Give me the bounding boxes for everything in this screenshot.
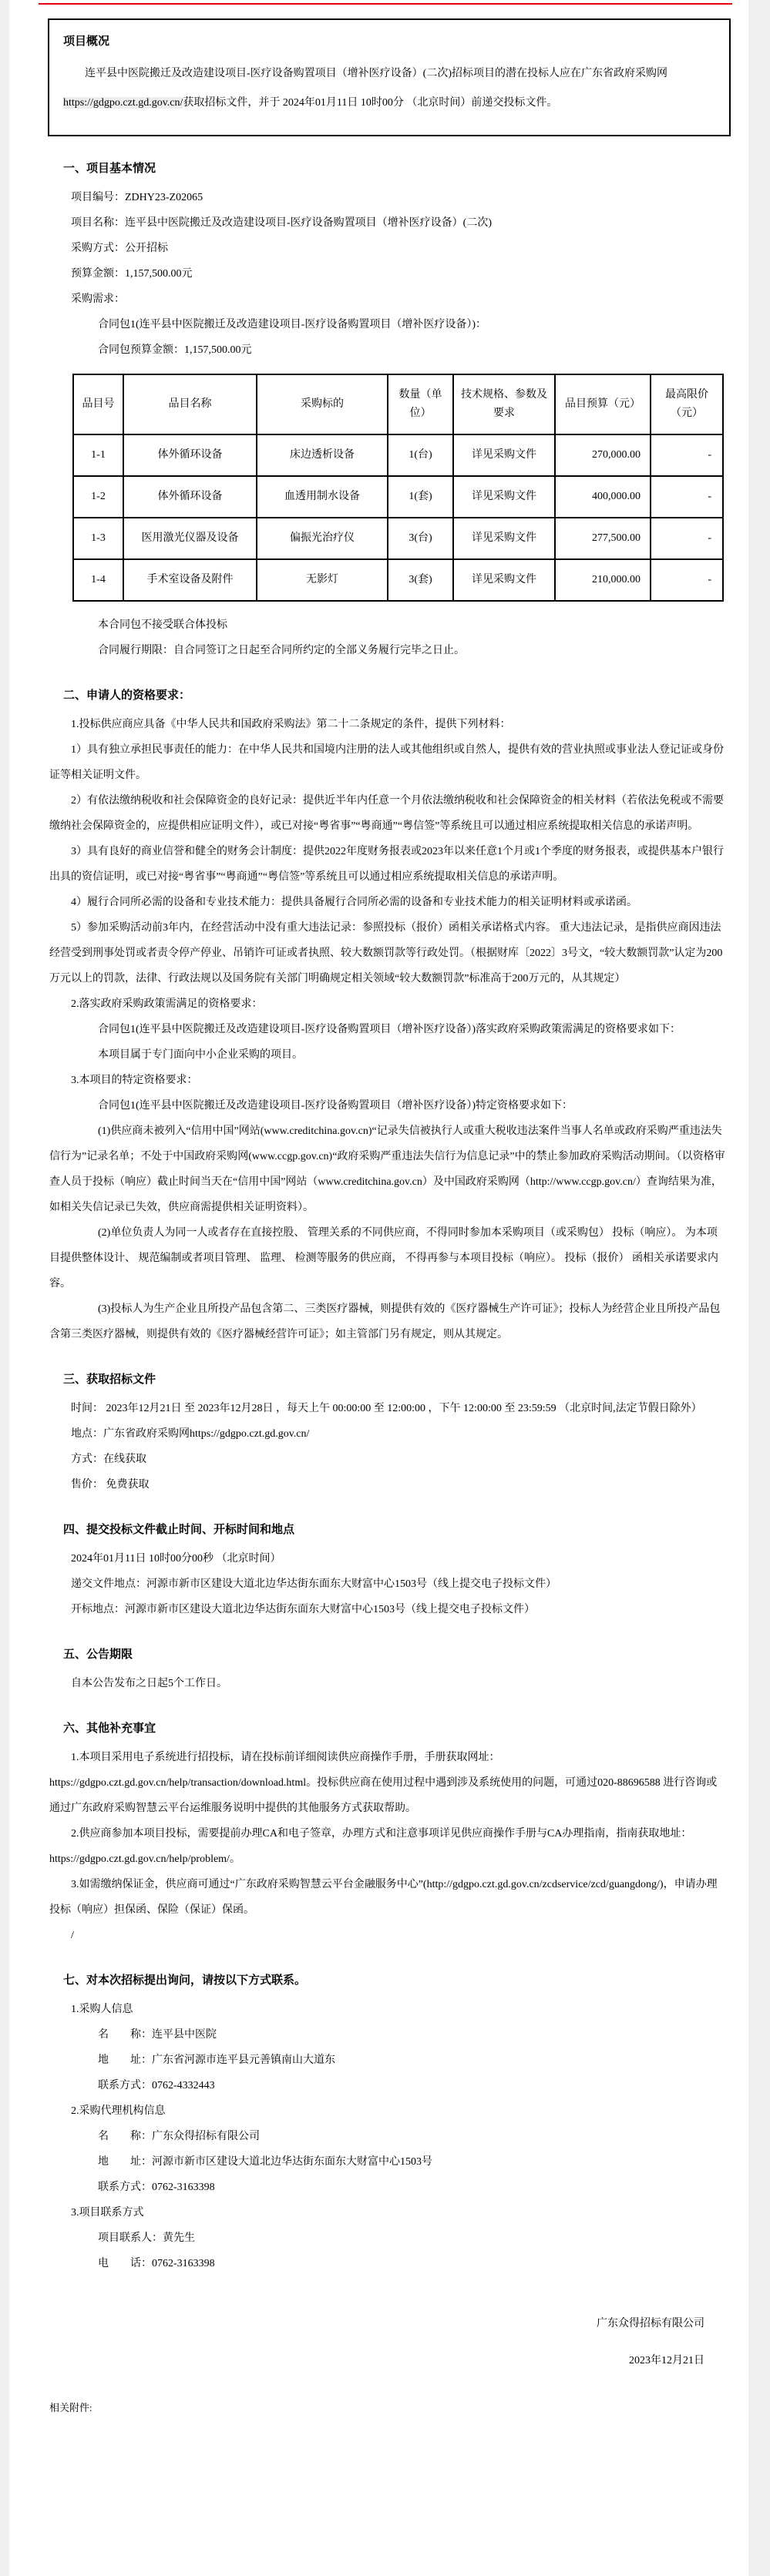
col-header-item-name: 品目名称 — [123, 374, 257, 434]
col-header-item-no: 品目号 — [73, 374, 123, 434]
specific-requirement-2: (2)单位负责人为同一人或者存在直接控股、 管理关系的不同供应商，不得同时参加本采购项目（或采购包） 投标（响应）。 为本项目提供整体设计、 规范编制或者项目管理、 监理、 检测等服务的供应商， 不得再参与本项目投标（响应）。 投标（报价） 函相关承诺要求内容。 — [49, 1227, 718, 1290]
cell-item-name: 医用激光仪器及设备 — [123, 518, 257, 559]
cell-target: 床边透析设备 — [257, 434, 388, 476]
announcement-page — [9, 0, 748, 2576]
supplement-note-1: 1.本项目采用电子系统进行招投标，请在投标前详细阅读供应商操作手册，手册获取网址：https://gdgpo.czt.gd.gov.cn/help/transaction/download.html。投标供应商在使用过程中遇到涉及系统使用的问题，可通过020-88696588 进行咨询或通过广东政府采购智慧云平台运维服务说明中提供的其他服务方式获取帮助。 — [49, 1752, 718, 1814]
cell-spec: 详见采购文件 — [453, 434, 555, 476]
specific-requirement-1: (1)供应商未被列入“信用中国”网站(www.creditchina.gov.cn)“记录失信被执行人或重大税收违法案件当事人名单或政府采购严重违法失信行为”记录名单；不处于中国政府采购网(www.ccgp.gov.cn)“政府采购严重违法失信行为信息记录”中的禁止参加政府采购活动期间。（以资格审查人员于投标（响应）截止时间当天在“信用中国”网站（www.creditchina.gov.cn）及中国政府采购网（http://www.ccgp.gov.cn/）查询结果为准，如相关失信记录已失效，供应商需提供相关证明资料）。 — [49, 1125, 725, 1213]
supplement-slash: / — [71, 1930, 74, 1941]
cell-quantity: 3(台) — [388, 518, 453, 559]
col-header-quantity: 数量（单位） — [388, 374, 453, 434]
section6-heading: 六、其他补充事宜 — [63, 1722, 156, 1735]
cell-item-no: 1-1 — [73, 434, 123, 476]
top-red-divider — [39, 3, 732, 5]
cell-quantity: 3(套) — [388, 559, 453, 601]
qualification-clause-1: 1）具有独立承担民事责任的能力：在中华人民共和国境内注册的法人或其他组织或自然人，提供有效的营业执照或事业法人登记证或身份证等相关证明文件。 — [49, 744, 724, 781]
contract-package-line: 合同包1(连平县中医院搬迁及改造建设项目-医疗设备购置项目（增补医疗设备）)： — [98, 319, 486, 330]
cell-max-price: - — [651, 476, 723, 518]
section3-heading: 三、获取招标文件 — [63, 1374, 156, 1386]
cell-item-no: 1-3 — [73, 518, 123, 559]
no-consortium-note: 本合同包不接受联合体投标 — [98, 619, 227, 631]
document-time: 时间： 2023年12月21日 至 2023年12月28日 ，每天上午 00:00:00 至 12:00:00 ，下午 12:00:00 至 23:59:59 （北京时间,法定节假日除外） — [71, 1403, 702, 1414]
cell-item-name: 体外循环设备 — [123, 434, 257, 476]
signature-agency: 广东众得招标有限公司 — [597, 2318, 704, 2329]
supplement-note-2: 2.供应商参加本项目投标，需要提前办理CA和电子签章，办理方式和注意事项详见供应商操作手册与CA办理指南，指南获取地址：https://gdgpo.czt.gd.gov.cn/help/problem/。 — [49, 1828, 692, 1865]
section7-heading: 七、对本次招标提出询问，请按以下方式联系。 — [63, 1974, 307, 1987]
cell-budget: 270,000.00 — [555, 434, 651, 476]
cell-spec: 详见采购文件 — [453, 476, 555, 518]
section5-heading: 五、公告期限 — [63, 1649, 133, 1661]
agency-contact: 联系方式：0762-3163398 — [98, 2182, 215, 2193]
performance-period: 合同履行期限：自合同签订之日起至合同所约定的全部义务履行完毕之日止。 — [98, 645, 465, 656]
sme-project-note: 本项目属于专门面向中小企业采购的项目。 — [98, 1049, 303, 1061]
col-header-max-price: 最高限价（元） — [651, 374, 723, 434]
project-contact-person: 项目联系人：黄先生 — [98, 2232, 195, 2244]
section1-heading: 一、项目基本情况 — [63, 163, 156, 175]
project-name: 项目名称：连平县中医院搬迁及改造建设项目-医疗设备购置项目（增补医疗设备）(二次) — [71, 217, 492, 229]
cell-max-price: - — [651, 559, 723, 601]
specific-requirement-3: (3)投标人为生产企业且所投产品包含第二、三类医疗器械，则提供有效的《医疗器械生产许可证》；投标人为经营企业且所投产品包含第三类医疗器械，则提供有效的《医疗器械经营许可证》；如主管部门另有规定，则从其规定。 — [49, 1303, 721, 1340]
cell-max-price: - — [651, 434, 723, 476]
policy-requirement-package: 合同包1(连平县中医院搬迁及改造建设项目-医疗设备购置项目（增补医疗设备）)落实政府采购政策需满足的资格要求如下： — [98, 1024, 681, 1035]
contract-package-budget: 合同包预算金额：1,157,500.00元 — [98, 344, 252, 356]
cell-spec: 详见采购文件 — [453, 559, 555, 601]
procurement-method: 采购方式：公开招标 — [71, 243, 168, 254]
related-attachments-label: 相关附件: — [49, 2402, 92, 2413]
document-method: 方式：在线获取 — [71, 1454, 146, 1465]
cell-item-name: 手术室设备及附件 — [123, 559, 257, 601]
agency-name: 名 称：广东众得招标有限公司 — [98, 2131, 260, 2142]
cell-quantity: 1(套) — [388, 476, 453, 518]
col-header-item-budget: 品目预算（元） — [555, 374, 651, 434]
buyer-info-title: 1.采购人信息 — [71, 2004, 133, 2015]
table-row — [73, 476, 723, 518]
project-number: 项目编号：ZDHY23-Z02065 — [71, 192, 203, 203]
procurement-demand-label: 采购需求： — [71, 293, 125, 305]
section4-heading: 四、提交投标文件截止时间、开标时间和地点 — [63, 1524, 295, 1536]
project-contact-phone: 电 话：0762-3163398 — [98, 2258, 215, 2269]
col-header-tech-spec: 技术规格、参数及要求 — [453, 374, 555, 434]
qualification-clause-4: 4）履行合同所必需的设备和专业技术能力：提供具备履行合同所必需的设备和专业技术能力的相关证明材料或承诺函。 — [71, 897, 637, 908]
cell-budget: 400,000.00 — [555, 476, 651, 518]
project-overview-box — [48, 18, 731, 136]
cell-target: 偏振光治疗仪 — [257, 518, 388, 559]
cell-spec: 详见采购文件 — [453, 518, 555, 559]
cell-target: 无影灯 — [257, 559, 388, 601]
table-row — [73, 518, 723, 559]
announcement-period: 自本公告发布之日起5个工作日。 — [71, 1678, 227, 1689]
agency-address: 地 址：河源市新市区建设大道北边华达街东面东大财富中心1503号 — [98, 2156, 432, 2168]
project-contact-title: 3.项目联系方式 — [71, 2207, 144, 2219]
announcement-body — [9, 159, 748, 2380]
qualification-clause-3: 3）具有良好的商业信誉和健全的财务会计制度：提供2022年度财务报表或2023年以来任意1个月或1个季度的财务报表，或提供基本户银行出具的资信证明，或已对接“粤省事”“粤商通”“粤信签”等系统且可以通过相应系统提取相关信息的承诺声明。 — [49, 846, 724, 883]
cell-budget: 277,500.00 — [555, 518, 651, 559]
overview-title: 项目概况 — [63, 35, 110, 48]
qualification-clause-2: 2）有依法缴纳税收和社会保障资金的良好记录：提供近半年内任意一个月依法缴纳税收和社会保障资金的相关材料（若依法免税或不需要缴纳社会保障资金的，应提供相应证明文件），或已对接“粤省事”“粤商通”“粤信签”等系统且可以通过相应系统提取相关信息的承诺声明。 — [49, 795, 724, 832]
overview-intro — [63, 59, 715, 118]
specific-requirement-title: 3.本项目的特定资格要求： — [71, 1075, 198, 1086]
cell-item-no: 1-4 — [73, 559, 123, 601]
table-row — [73, 559, 723, 601]
cell-quantity: 1(台) — [388, 434, 453, 476]
cell-target: 血透用制水设备 — [257, 476, 388, 518]
cell-max-price: - — [651, 518, 723, 559]
bid-opening-place: 开标地点：河源市新市区建设大道北边华达街东面东大财富中心1503号（线上提交电子投标文件） — [71, 1604, 535, 1615]
document-place: 地点：广东省政府采购网https://gdgpo.czt.gd.gov.cn/ — [71, 1428, 310, 1440]
procurement-items-table — [72, 374, 724, 602]
overview-procurement-url: https://gdgpo.czt.gd.gov.cn/ — [63, 97, 183, 109]
section2-heading: 二、申请人的资格要求： — [63, 689, 191, 702]
overview-intro-text: 连平县中医院搬迁及改造建设项目-医疗设备购置项目（增补医疗设备）(二次)招标项目的潜在投标人应在广东省政府采购网 — [85, 68, 667, 79]
agency-info-title: 2.采购代理机构信息 — [71, 2105, 166, 2117]
buyer-contact: 联系方式：0762-4332443 — [98, 2080, 215, 2091]
signature-block — [49, 2306, 725, 2380]
document-price: 售价： 免费获取 — [71, 1479, 150, 1491]
supplement-note-3: 3.如需缴纳保证金，供应商可通过“广东政府采购智慧云平台金融服务中心”(http://gdgpo.czt.gd.gov.cn/zcdservice/zcd/guangdong/)，申请办理投标（响应）担保函、保险（保证）保函。 — [49, 1879, 718, 1916]
submit-place: 递交文件地点：河源市新市区建设大道北边华达街东面东大财富中心1503号（线上提交电子投标文件） — [71, 1578, 556, 1590]
buyer-name: 名 称：连平县中医院 — [98, 2029, 217, 2041]
specific-requirement-package: 合同包1(连平县中医院搬迁及改造建设项目-医疗设备购置项目（增补医疗设备）)特定资格要求如下： — [98, 1100, 573, 1112]
cell-item-name: 体外循环设备 — [123, 476, 257, 518]
cell-item-no: 1-2 — [73, 476, 123, 518]
qualification-intro: 1.投标供应商应具备《中华人民共和国政府采购法》第二十二条规定的条件，提供下列材料： — [71, 719, 511, 730]
qualification-clause-5: 5）参加采购活动前3年内，在经营活动中没有重大违法记录：参照投标（报价）函相关承诺格式内容。 重大违法记录，是指供应商因违法经营受到刑事处罚或者责令停产停业、吊销许可证或者执照、较大数额罚款等行政处罚。（根据财库〔2022〕3号文，“较大数额罚款”认定为200万元以上的罚款，法律、行政法规以及国务院有关部门明确规定相关领域“较大数额罚款”标准高于200万元的，从其规定） — [49, 922, 723, 984]
col-header-procurement-target: 采购标的 — [257, 374, 388, 434]
cell-budget: 210,000.00 — [555, 559, 651, 601]
table-header-row — [73, 374, 723, 434]
budget-amount: 预算金额：1,157,500.00元 — [71, 268, 193, 280]
overview-intro-text-after: 获取招标文件，并于 2024年01月11日 10时00分 （北京时间）前递交投标文件。 — [183, 97, 558, 109]
buyer-address: 地 址：广东省河源市连平县元善镇南山大道东 — [98, 2054, 335, 2066]
signature-date: 2023年12月21日 — [629, 2355, 704, 2366]
bid-deadline: 2024年01月11日 10时00分00秒 （北京时间） — [71, 1553, 281, 1565]
table-row — [73, 434, 723, 476]
policy-requirement-title: 2.落实政府采购政策需满足的资格要求： — [71, 998, 263, 1010]
